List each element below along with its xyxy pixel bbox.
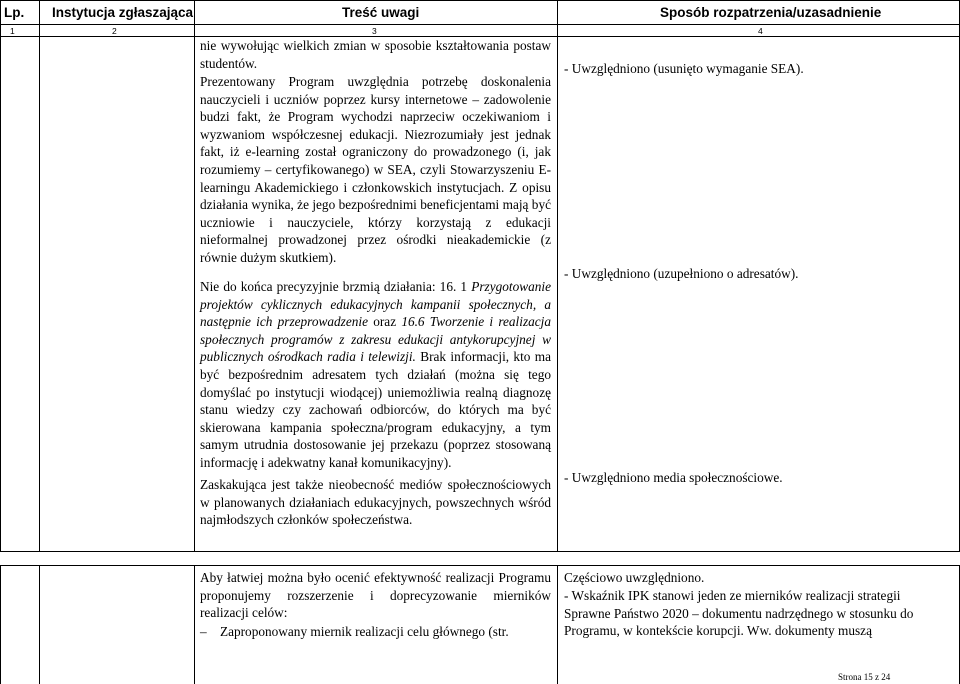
row2-border-1 (39, 565, 40, 684)
row2-border-2 (194, 565, 195, 684)
table-top-border (0, 0, 960, 1)
row2-border-left (0, 565, 1, 684)
col-border-1 (39, 0, 40, 551)
col-border-3 (557, 0, 558, 551)
row1-response-1: - Uwzględniono (usunięto wymaganie SEA). (564, 61, 804, 76)
row1-response-2: - Uwzględniono (uzupełniono o adresatów). (564, 266, 799, 281)
row1-content-para-2 (200, 73, 551, 267)
row1-content-italic: 16.6 Tworzenie i realizacja społecznych programów z zakresu edukacji antykorupcyjnej w publicznych ośrodkach radia i telewizji. (200, 314, 552, 365)
header-response: Sposób rozpatrzenia/uzasadnienie (660, 5, 882, 20)
row2-border-3 (557, 565, 558, 684)
col-number-4: 4 (758, 26, 763, 36)
col-border-2 (194, 0, 195, 551)
header-institution: Instytucja zgłaszająca (52, 5, 194, 20)
col-border-left (0, 0, 1, 551)
row1-content-italic: Przygotowanie projektów cyklicznych edukacyjnych kampanii społecznych, a następnie ich przeprowadzenie (200, 279, 551, 330)
row2-top-border (0, 565, 960, 566)
row2-content: Aby łatwiej można było ocenić efektywność realizacji Programu proponujemy rozszerzenie i doprecyzowanie mierników realizacji celów: (200, 570, 551, 621)
row2-list-item (200, 624, 509, 640)
col-number-3: 3 (372, 26, 377, 36)
row1-content-para-4 (200, 476, 551, 529)
header-content: Treść uwagi (342, 5, 420, 20)
row1-content-para-3 (200, 278, 551, 472)
header-lp: Lp. (4, 5, 25, 20)
col-number-1: 1 (10, 26, 15, 36)
row1-content-text: oraz (368, 314, 402, 330)
row1-content-text: Nie do końca precyzyjnie brzmią działania: 16. 1 (200, 279, 472, 294)
row2-response-status: Częściowo uwzględniono. (564, 570, 705, 585)
row1-content-text: Prezentowany Program uwzględnia potrzebę doskonalenia nauczycieli i uczniów poprzez kursy internetowe – zadowolenie budzi fakt, że Program wychodzi naprzeciw oczekiwaniom i wyzwaniom współczesnej edukacji. Niezrozumiały jest jednak fakt, iż e-learning został ograniczony do prowadzonego (i, jak rozumiemy – certyfikowanego) w SEA, czyli Stowarzyszeniu E-learningu Akademickiego i członkowskich instytucjach. Z opisu działania wynika, że jego bezpośrednimi beneficjentami mają być uczniowie i nauczyciele, którzy korzystają z edukacji nieformalnej prowadzonej przez ośrodki nieakademickie (z równie dużym skutkiem). (200, 74, 551, 265)
row1-content-text: nie wywołując wielkich zmian w sposobie kształtowania postaw studentów. (200, 38, 551, 71)
header-bottom-border (0, 24, 960, 25)
row1-content-text: Brak informacji, kto ma być bezpośrednim adresatem tych działań (można się tego domyślać po instytucji wiodącej) uniemożliwia realną diagnozę stanu wiedzy czy zachowań odbiorców, do których ma być skierowana kampania społeczna/program edukacyjny, a tym samym utrudnia dostosowanie jej przekazu (poprzez stosowaną informację i adekwatny kanał komunikacyjny). (200, 349, 551, 470)
row1-response-3: - Uwzględniono media społecznościowe. (564, 470, 783, 485)
row1-bottom-border (0, 551, 960, 552)
row1-content-text: Zaskakująca jest także nieobecność mediów społecznościowych w planowanych działaniach edukacyjnych, powszechnych wśród najmłodszych członków społeczeństwa. (200, 477, 551, 528)
col-number-2: 2 (112, 26, 117, 36)
list-dash: – (200, 624, 207, 639)
row2-response-text: - Wskaźnik IPK stanowi jeden ze mierników realizacji strategii Sprawne Państwo 2020 – dokumentu nadrzędnego w stosunku do Programu, w kontekście korupcji. Ww. dokumenty muszą (564, 588, 914, 639)
list-item-text: Zaproponowany miernik realizacji celu głównego (str. (219, 624, 509, 639)
row1-content-para-1 (200, 37, 551, 72)
page-number: Strona 15 z 24 (838, 672, 891, 682)
